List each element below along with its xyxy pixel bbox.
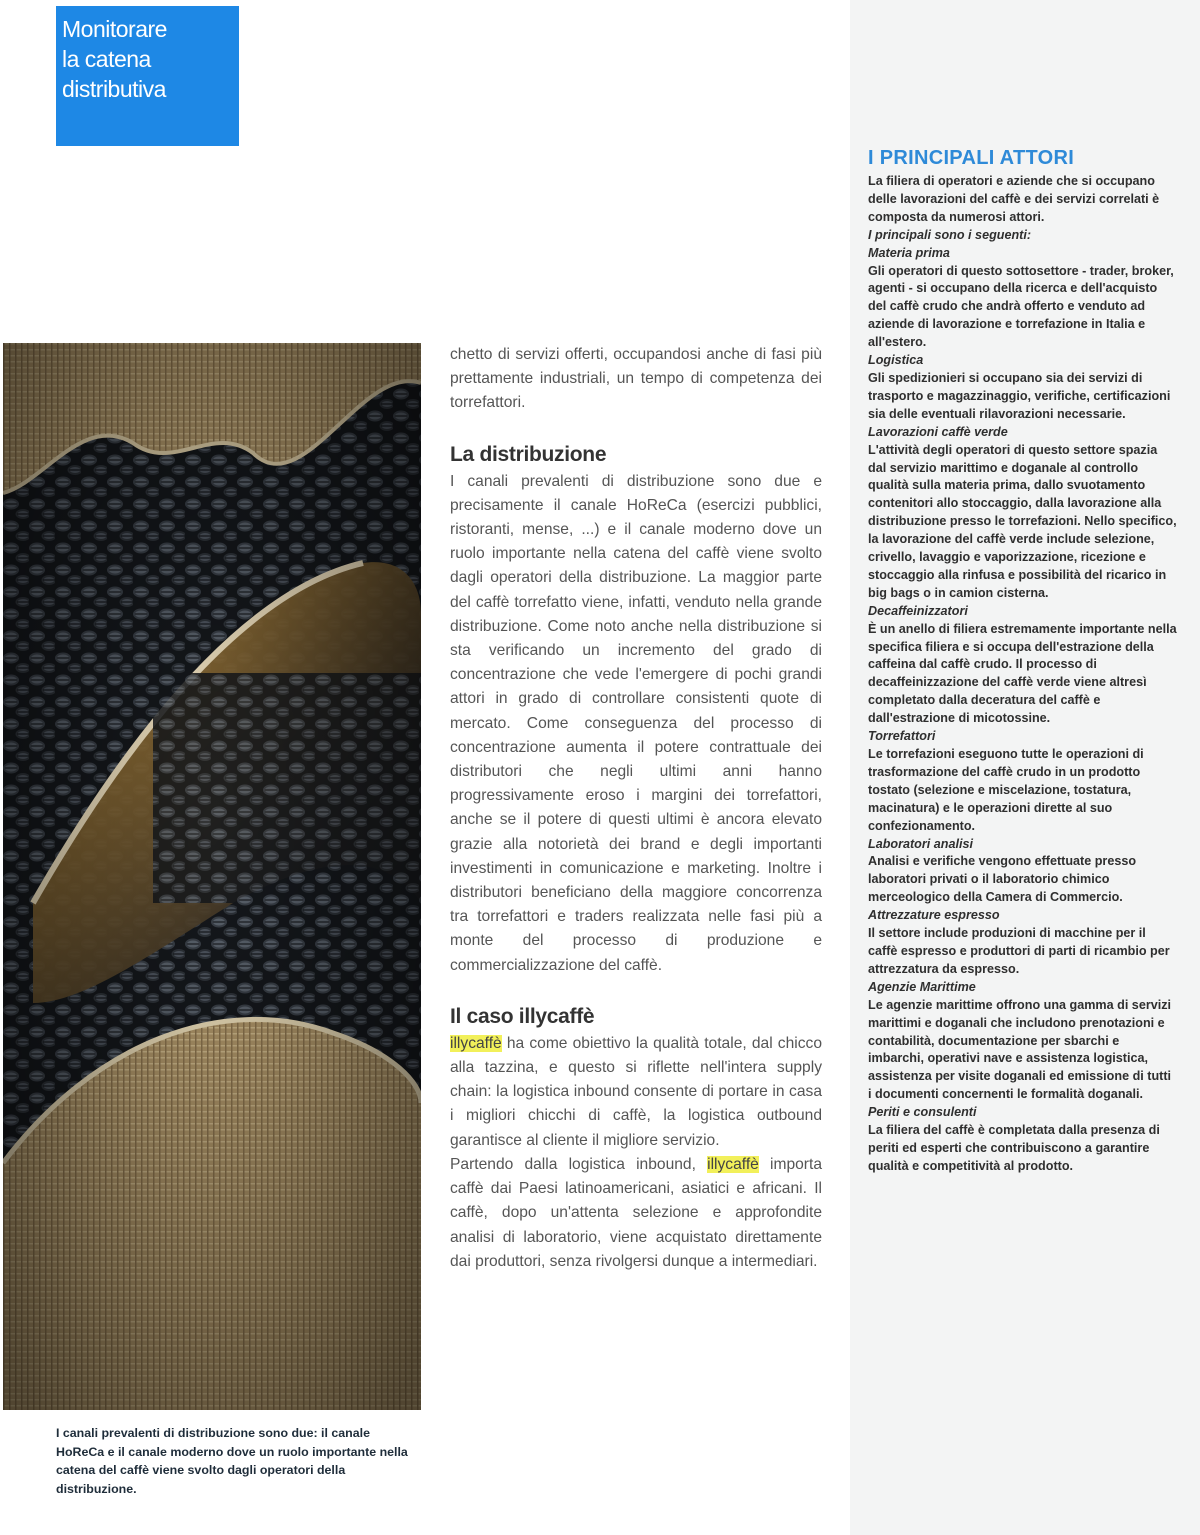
coffee-beans-photo (3, 343, 421, 1410)
coffee-beans-illustration (3, 343, 421, 1410)
section-text: Gli operatori di questo sottosettore - trader, broker, agenti - si occupano della ricerca e dell'acquisto del caffè crudo che andrà offerto e venduto ad aziende di lavorazione e torrefazione in Italia e all'estero. (868, 263, 1174, 350)
article-column (450, 343, 822, 1274)
section-tab (56, 6, 239, 146)
section-text: Il settore include produzioni di macchine per il caffè espresso e produttori di parti di ricambio per attrezzatura da espresso. (868, 926, 1170, 976)
section-tab-line: la catena (62, 46, 151, 72)
section-heading: Torrefattori (868, 729, 936, 744)
illy-paragraph-1-text: ha come obiettivo la qualità totale, dal chicco alla tazzina, e questo si riflette nell'intera supply chain: la logistica inbound consente di portare in casa i migliori chicchi di caffè, la logistica outbound garantisce al cliente il migliore servizio. (450, 1034, 822, 1149)
sidebar-intro-2: I principali sono i seguenti: (868, 227, 1032, 242)
section-heading: Logistica (868, 353, 924, 368)
illy-paragraph-2 (450, 1153, 822, 1274)
section-text: Analisi e verifiche vengono effettuate presso laboratori privati o il laboratorio chimico merceologico della Camera di Commercio. (868, 854, 1137, 905)
article-intro: chetto di servizi offerti, occupandosi anche di fasi più prettamente industriali, un tempo di competenza dei torrefattori. (450, 346, 822, 412)
distribuzione-heading: La distribuzione (450, 442, 607, 466)
actors-sidebar (868, 143, 1178, 1176)
section-heading: Lavorazioni caffè verde (868, 424, 1008, 439)
section-text: Le agenzie marittime offrono una gamma di servizi marittimi e doganali che includono prenotazioni e contabilità, documentazione per sbarchi e imbarchi, operativi nave e assistenza logistica, assistenza per visite doganali ed emissione di tutti i documenti concernenti le formalità doganali. (868, 997, 1172, 1102)
sidebar-title: I PRINCIPALI ATTORI (868, 147, 1075, 169)
section-text: Gli spedizionieri si occupano sia dei servizi di trasporto e magazzinaggio, verifiche, certificazioni sia delle eventuali rilavorazioni necessarie. (868, 370, 1171, 421)
section-text: Le torrefazioni eseguono tutte le operazioni di trasformazione del caffè crudo in un prodotto tostato (selezione e miscelazione, tostatura, macinatura) e le operazioni dirette al suo confezionamento. (868, 747, 1144, 833)
section-tab-line: distributiva (62, 76, 166, 102)
illy-paragraph-2-start: Partendo dalla logistica inbound, (450, 1155, 708, 1173)
section-heading: Periti e consulenti (868, 1105, 977, 1120)
section-text: È un anello di filiera estremamente importante nella specifica filiera e si occupa dell'estrazione della caffeina dal caffè crudo. Il processo di decaffeinizzazione del caffè verde viene altresì completato dalla deceratura del caffè e dall'estrazione di micotossine. (868, 621, 1177, 726)
section-heading: Laboratori analisi (868, 836, 973, 851)
illy-heading: Il caso illycaffè (450, 1004, 595, 1028)
section-heading: Decaffeinizzatori (868, 603, 968, 618)
sidebar-intro: La filiera di operatori e aziende che si occupano delle lavorazioni del caffè e dei servizi correlati è composta da numerosi attori. (868, 174, 1160, 224)
section-heading: Agenzie Marittime (868, 979, 976, 994)
section-heading: Attrezzature espresso (868, 908, 1000, 923)
section-text: L'attività degli operatori di questo settore spazia dal servizio marittimo e doganale al controllo qualità sulla materia prima, dallo svuotamento contenitori allo stoccaggio, dalla lavorazione alla distribuzione presso le torrefazioni. Nello specifico, la lavorazione del caffè verde include selezione, crivello, lavaggio e vaporizzazione, ricezione e stoccaggio alla rinfusa e possibilità del ricarico in big bags o in camion cisterna. (868, 442, 1177, 600)
section-tab-line: Monitorare (62, 16, 167, 42)
photo-caption: I canali prevalenti di distribuzione sono due: il canale HoReCa e il canale moderno dove un ruolo importante nella catena del caffè viene svolto dagli operatori della distribuzione. (56, 1426, 408, 1496)
section-heading: Materia prima (868, 245, 950, 260)
illy-paragraph-1 (450, 1032, 822, 1153)
illy-paragraph-2-text: importa caffè dai Paesi latinoamericani, asiatici e africani. Il caffè, dopo un'attenta selezione e approfondite analisi di laboratorio, viene acquistato direttamente dai produttori, senza rivolgersi dunque a intermediari. (450, 1155, 822, 1270)
section-text: La filiera del caffè è completata dalla presenza di periti ed esperti che contribuiscono a garantire qualità e competitività al prodotto. (868, 1123, 1160, 1173)
brand-highlight: illycaffè (707, 1155, 759, 1173)
distribuzione-text: I canali prevalenti di distribuzione sono due e precisamente il canale HoReCa (esercizi pubblici, ristoranti, mense, ...) e il canale moderno dove un ruolo importante nella catena del caffè viene svolto dagli operatori della distribuzione. La maggior parte del caffè torrefatto viene, infatti, venduto nella grande distribuzione. Come noto anche nella distribuzione si sta verificando un incremento del grado di concentrazione che vede l'emergere di pochi grandi attori in grado di controllare consistenti quote di mercato. Come conseguenza del processo di concentrazione aumenta il potere contrattuale dei distributori che negli ultimi anni hanno progressivamente eroso i margini dei torrefattori, anche se il potere di questi ultimi è ancora elevato grazie alla notorietà dei brand e degli importanti investimenti in comunicazione e marketing. Inoltre i distributori beneficiano della maggiore concorrenza tra torrefattori e traders realizzata nelle fasi più a monte del processo di produzione e commercializzazione del caffè. (450, 472, 822, 974)
brand-highlight: illycaffè (450, 1034, 502, 1052)
